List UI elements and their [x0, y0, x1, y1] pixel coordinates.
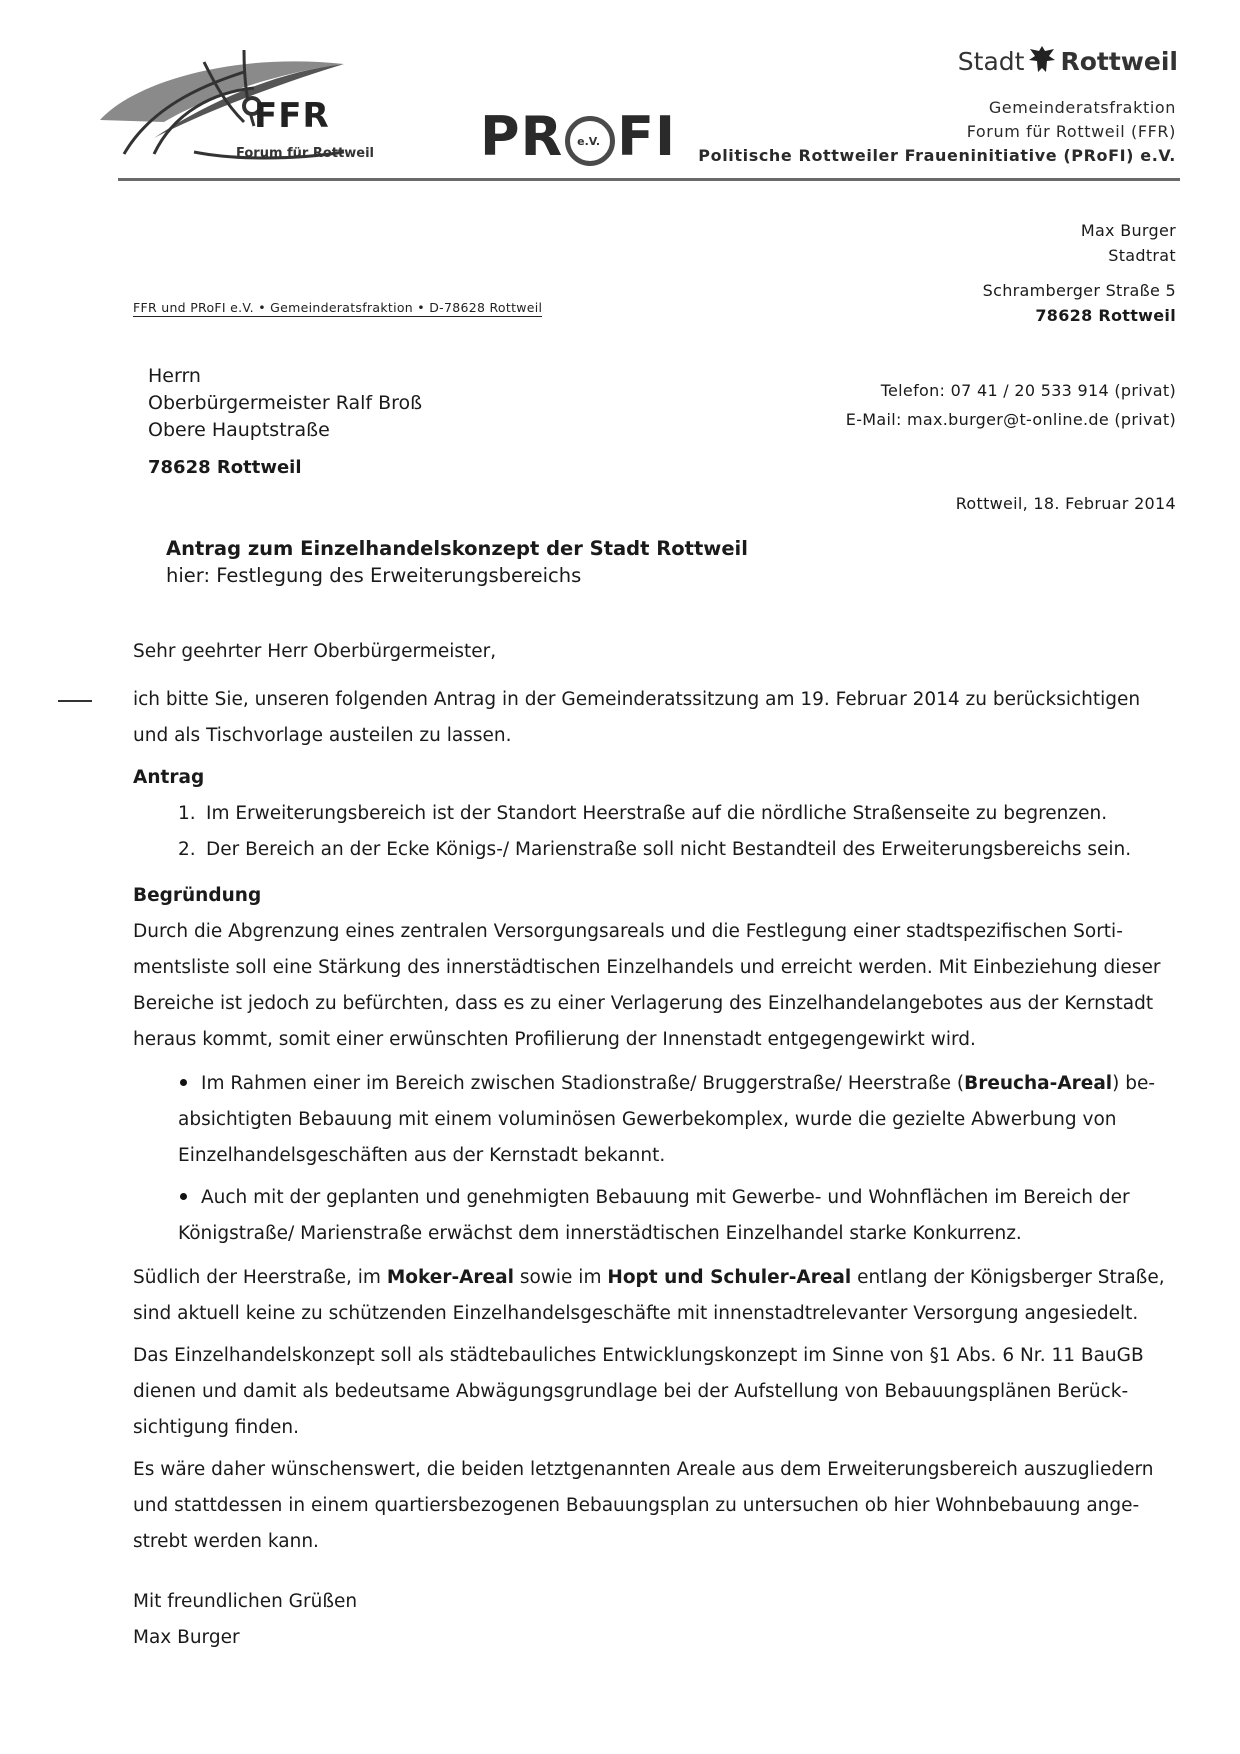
begruendung-heading: Begründung — [133, 885, 262, 906]
profi-logo-left: PR — [480, 105, 564, 168]
contact-email: E-Mail: max.burger@t-online.de (privat) — [845, 410, 1176, 429]
stadt-rottweil-logo — [958, 44, 1178, 76]
recipient-name: Oberbürgermeister Ralf Broß — [148, 392, 423, 414]
list-item-number: 2. — [178, 839, 196, 860]
bullet1-text-b: ) be- — [1112, 1073, 1156, 1094]
contact-block — [846, 376, 1176, 434]
profi-ev-mark — [565, 116, 615, 166]
list-item-text: Der Bereich an der Ecke Königs-/ Marienstraße soll nicht Bestandteil des Erweiterungsbereichs sein. — [206, 839, 1132, 860]
profi-logo-right: FI — [617, 105, 677, 168]
sued-line-2: sind aktuell keine zu schützenden Einzelhandelsgeschäfte mit innenstadtrelevanter Versorgung angesiedelt. — [133, 1303, 1139, 1324]
sender-block — [1081, 218, 1176, 268]
paragraph-sued — [133, 1260, 1178, 1332]
begruendung-paragraph — [133, 914, 1178, 1058]
sender-role: Stadtrat — [1108, 246, 1176, 265]
fold-mark — [58, 700, 92, 702]
bullet-item-1 — [178, 1066, 1178, 1174]
bullet1-text-bold: Breucha-Areal — [964, 1073, 1113, 1094]
paragraph-waere — [133, 1452, 1178, 1560]
begruendung-line: Durch die Abgrenzung eines zentralen Versorgungsareals und die Festlegung einer stadtspezifischen Sorti- — [133, 921, 1123, 942]
intro-line-2: und als Tischvorlage austeilen zu lassen. — [133, 725, 512, 746]
ffr-logo-text: FFR — [254, 96, 330, 136]
sender-address — [983, 278, 1176, 328]
header-line-3: Politische Rottweiler Fraueninitiative (PRoFI) e.V. — [698, 146, 1176, 165]
contact-phone: Telefon: 07 41 / 20 533 914 (privat) — [880, 381, 1176, 400]
header-line-2: Forum für Rottweil (FFR) — [966, 122, 1176, 141]
bullet2-line-2: Königstraße/ Marienstraße erwächst dem innerstädtischen Einzelhandel starke Konkurrenz. — [178, 1223, 1022, 1244]
sued-text-c: entlang der Königsberger Straße, — [851, 1267, 1165, 1288]
return-address: FFR und PRoFI e.V. • Gemeinderatsfraktion • D-78628 Rottweil — [133, 300, 543, 315]
stadt-prefix: Stadt — [957, 47, 1025, 76]
begruendung-line: heraus kommt, somit einer erwünschten Profilierung der Innenstadt entgegengewirkt wird. — [133, 1029, 976, 1050]
konzept-line: sichtigung finden. — [133, 1417, 299, 1438]
letter-date: Rottweil, 18. Februar 2014 — [955, 494, 1176, 513]
sender-name: Max Burger — [1080, 221, 1176, 240]
recipient-block — [148, 363, 422, 444]
recipient-salutation: Herrn — [148, 365, 201, 387]
subject-subtitle: hier: Festlegung des Erweiterungsbereichs — [166, 564, 582, 587]
waere-line: strebt werden kann. — [133, 1531, 319, 1552]
signature-name: Max Burger — [133, 1627, 240, 1648]
sued-bold-moker: Moker-Areal — [386, 1267, 514, 1288]
konzept-line: Das Einzelhandelskonzept soll als städtebauliches Entwicklungskonzept im Sinne von §1 Abs. 6 Nr. 11 BauGB — [133, 1345, 1144, 1366]
recipient-city: 78628 Rottweil — [148, 457, 302, 478]
konzept-line: dienen und damit als bedeutsame Abwägungsgrundlage bei der Aufstellung von Bebauungsplänen Berück- — [133, 1381, 1129, 1402]
bullet-item-2 — [178, 1180, 1178, 1252]
sued-bold-hopt: Hopt und Schuler-Areal — [607, 1267, 852, 1288]
bullet1-text-a: Im Rahmen einer im Bereich zwischen Stadionstraße/ Bruggerstraße/ Heerstraße ( — [201, 1073, 965, 1094]
ffr-logo-subtitle: Forum für Rottweil — [236, 146, 374, 161]
profi-logo — [480, 105, 677, 168]
bullet1-line-3: Einzelhandelsgeschäften aus der Kernstadt bekannt. — [178, 1145, 666, 1166]
antrag-heading: Antrag — [133, 767, 205, 788]
stadt-name: Rottweil — [1060, 47, 1178, 76]
header-divider — [118, 178, 1180, 181]
sender-city: 78628 Rottweil — [1035, 306, 1176, 325]
waere-line: und stattdessen in einem quartiersbezogenen Bebauungsplan zu untersuchen ob hier Wohnbebauung ange- — [133, 1495, 1140, 1516]
sued-text-a: Südlich der Heerstraße, im — [133, 1267, 387, 1288]
profi-ev-text: e.V. — [577, 135, 601, 148]
begruendung-line: Bereiche ist jedoch zu befürchten, dass es zu einer Verlagerung des Einzelhandelangebotes aus der Kernstadt — [133, 993, 1154, 1014]
header-lines — [698, 96, 1176, 168]
list-item — [178, 832, 1178, 868]
recipient-street: Obere Hauptstraße — [148, 419, 330, 441]
header-line-1: Gemeinderatsfraktion — [988, 98, 1176, 117]
paragraph-konzept — [133, 1338, 1178, 1446]
eagle-icon — [1028, 44, 1056, 74]
bullet2-line-1: Auch mit der geplanten und genehmigten Bebauung mit Gewerbe- und Wohnflächen im Bereich der — [201, 1187, 1130, 1208]
begruendung-line: mentsliste soll eine Stärkung des innerstädtischen Einzelhandels und erreicht werden. Mit Einbeziehung dieser — [133, 957, 1161, 978]
list-item — [178, 796, 1178, 832]
bullet-icon — [180, 1079, 187, 1086]
bullet1-line-2: absichtigten Bebauung mit einem voluminösen Gewerbekomplex, wurde die gezielte Abwerbung von — [178, 1109, 1117, 1130]
bullet-icon — [180, 1193, 187, 1200]
list-item-number: 1. — [178, 803, 196, 824]
antrag-list — [178, 796, 1178, 868]
sued-text-b: sowie im — [513, 1267, 608, 1288]
subject-title: Antrag zum Einzelhandelskonzept der Stadt Rottweil — [166, 537, 748, 560]
intro-line-1: ich bitte Sie, unseren folgenden Antrag in der Gemeinderatssitzung am 19. Februar 2014 zu berücksichtigen — [133, 689, 1141, 710]
greeting: Sehr geehrter Herr Oberbürgermeister, — [133, 641, 497, 662]
closing: Mit freundlichen Grüßen — [133, 1591, 358, 1612]
intro-paragraph — [133, 682, 1178, 754]
waere-line: Es wäre daher wünschenswert, die beiden letztgenannten Areale aus dem Erweiterungsbereich auszugliedern — [133, 1459, 1154, 1480]
list-item-text: Im Erweiterungsbereich ist der Standort Heerstraße auf die nördliche Straßenseite zu begrenzen. — [206, 803, 1108, 824]
sender-street: Schramberger Straße 5 — [982, 281, 1176, 300]
